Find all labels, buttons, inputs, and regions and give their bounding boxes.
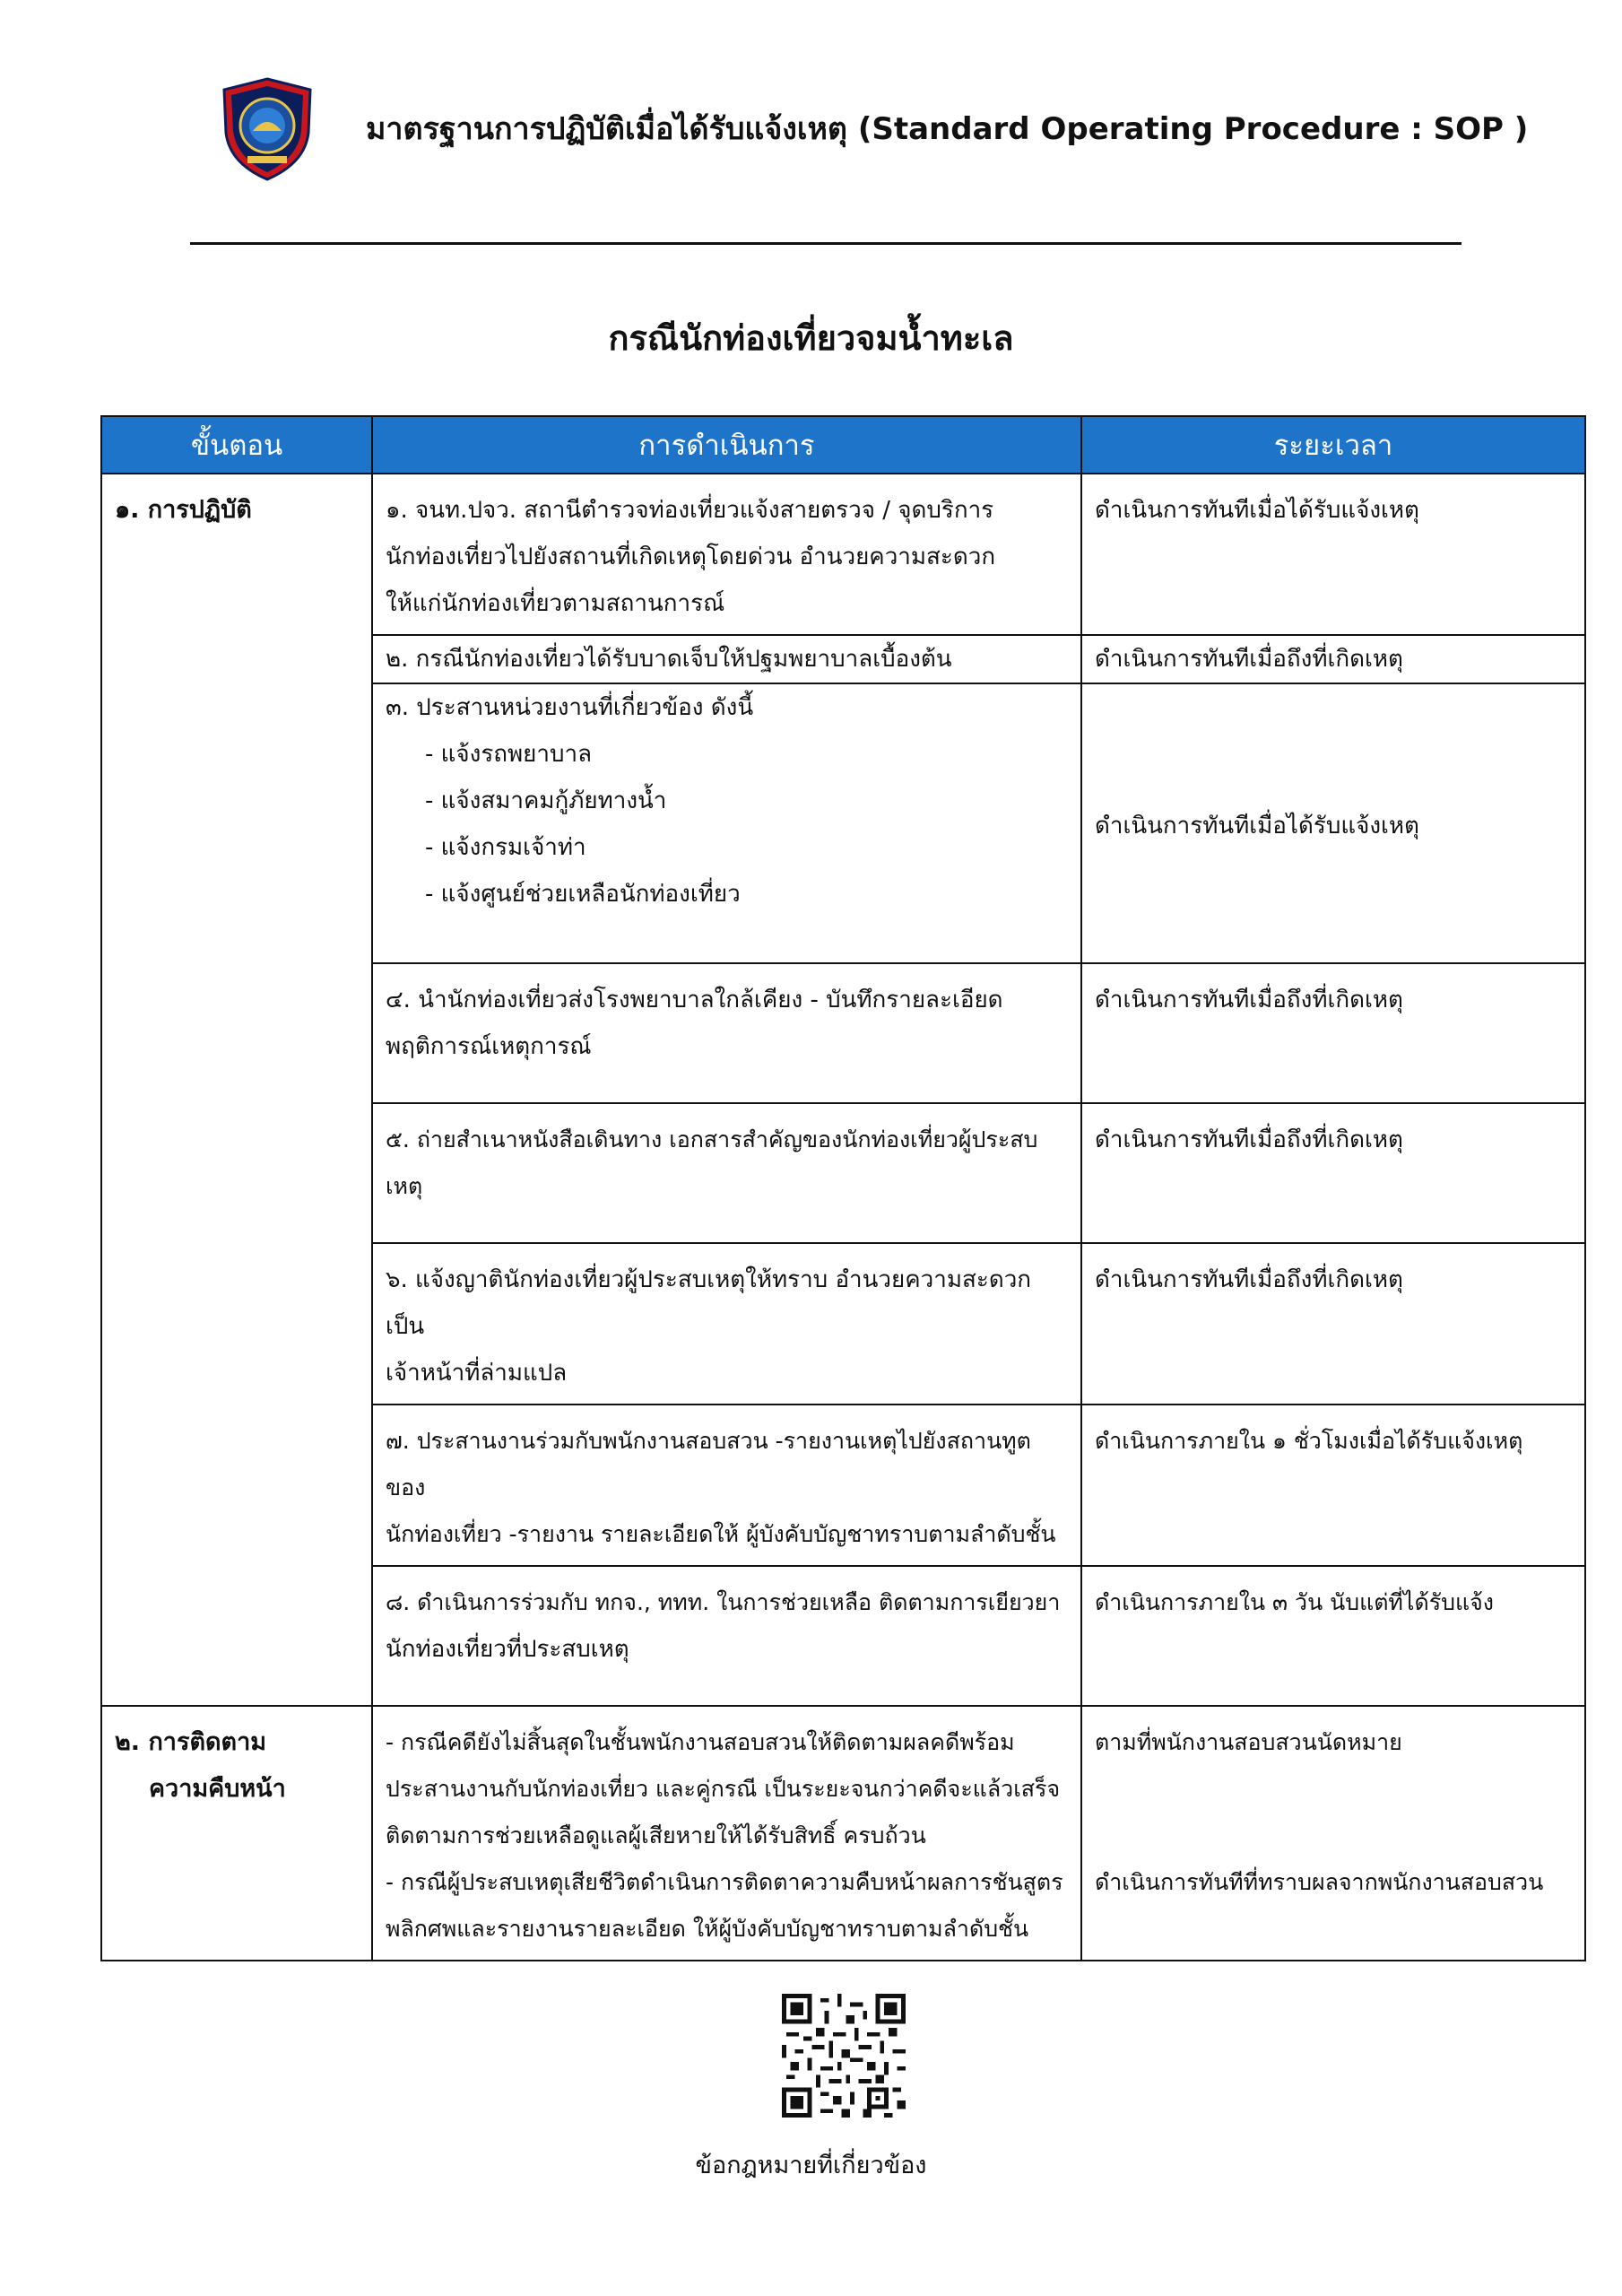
column-header-duration: ระยะเวลา	[1081, 416, 1585, 474]
step-cell	[101, 474, 372, 1706]
step-label: ๒. การติดตาม	[115, 1728, 267, 1756]
action-text: ๘. ดำเนินการร่วมกับ ทกจ., ททท. ในการช่วยเหลือ ติดตามการเยียวยา	[386, 1589, 1061, 1615]
action-cell	[372, 635, 1081, 683]
column-header-action: การดำเนินการ	[372, 416, 1081, 474]
action-text: พลิกศพและรายงานรายละเอียด ให้ผู้บังคับบัญชาทราบตามลำดับชั้น	[386, 1916, 1029, 1942]
sub-item: - แจ้งกรมเจ้าท่า	[425, 834, 586, 861]
table-row	[101, 1706, 1585, 1961]
action-cell	[372, 1103, 1081, 1243]
action-text: ๗. ประสานงานร่วมกับพนักงานสอบสวน -รายงานเหตุไปยังสถานทูตของ	[386, 1428, 1031, 1500]
action-text: นักท่องเที่ยวที่ประสบเหตุ	[386, 1636, 629, 1663]
table-row	[101, 474, 1585, 635]
page-title: กรณีนักท่องเที่ยวจมน้ำทะเล	[608, 318, 1014, 358]
action-cell	[372, 1706, 1081, 1961]
qr-code-icon	[782, 1994, 906, 2118]
action-cell	[372, 1243, 1081, 1405]
sub-item: - แจ้งสมาคมกู้ภัยทางน้ำ	[425, 787, 667, 814]
action-text: ๔. นำนักท่องเที่ยวส่งโรงพยาบาลใกล้เคียง - บันทึกรายละเอียด	[386, 987, 1003, 1013]
action-text: ๓. ประสานหน่วยงานที่เกี่ยวข้อง ดังนี้	[386, 694, 754, 721]
action-text: ๖. แจ้งญาตินักท่องเที่ยวผู้ประสบเหตุให้ทราบ อำนวยความสะดวกเป็น	[386, 1266, 1032, 1340]
table-header-row	[101, 416, 1585, 474]
sub-item: - แจ้งรถพยาบาล	[425, 741, 593, 768]
duration-cell: ดำเนินการทันทีเมื่อถึงที่เกิดเหตุ	[1081, 1103, 1585, 1243]
action-text: ติดตามการช่วยเหลือดูแลผู้เสียหายให้ได้รับสิทธิ์ ครบถ้วน	[386, 1822, 926, 1848]
action-cell	[372, 963, 1081, 1103]
action-cell	[372, 683, 1081, 963]
duration-text: ตามที่พนักงานสอบสวนนัดหมาย	[1095, 1729, 1402, 1755]
qr-caption: ข้อกฎหมายที่เกี่ยวข้อง	[695, 2152, 927, 2179]
action-cell	[372, 1566, 1081, 1706]
duration-cell: ดำเนินการทันทีเมื่อถึงที่เกิดเหตุ	[1081, 963, 1585, 1103]
action-text: พฤติการณ์เหตุการณ์	[386, 1033, 592, 1060]
action-text: นักท่องเที่ยว -รายงาน รายละเอียดให้ ผู้บังคับบัญชาทราบตามลำดับชั้น	[386, 1521, 1056, 1547]
action-cell	[372, 1405, 1081, 1566]
sub-item: - แจ้งศูนย์ช่วยเหลือนักท่องเที่ยว	[425, 881, 741, 908]
police-shield-logo-icon	[221, 77, 314, 181]
sop-table	[100, 415, 1586, 1961]
action-text: - กรณีคดียังไม่สิ้นสุดในชั้นพนักงานสอบสวนให้ติดตามผลคดีพร้อม	[386, 1729, 1015, 1755]
step-cell	[101, 1706, 372, 1961]
duration-cell: ดำเนินการทันทีเมื่อถึงที่เกิดเหตุ	[1081, 635, 1585, 683]
action-text: ๑. จนท.ปจว. สถานีตำรวจท่องเที่ยวแจ้งสายตรวจ / จุดบริการ	[386, 497, 994, 524]
action-text: เจ้าหน้าที่ล่ามแปล	[386, 1360, 568, 1387]
action-cell	[372, 474, 1081, 635]
action-text: นักท่องเที่ยวไปยังสถานที่เกิดเหตุโดยด่วน อำนวยความสะดวก	[386, 544, 996, 570]
document-header-title: มาตรฐานการปฏิบัติเมื่อได้รับแจ้งเหตุ (Standard Operating Procedure : SOP )	[366, 111, 1529, 147]
step-label: ๑. การปฏิบัติ	[115, 496, 252, 524]
header-divider	[190, 242, 1462, 245]
duration-cell: ดำเนินการทันทีเมื่อถึงที่เกิดเหตุ	[1081, 1243, 1585, 1405]
duration-cell: ดำเนินการทันทีเมื่อได้รับแจ้งเหตุ	[1081, 683, 1585, 963]
action-text: ๕. ถ่ายสำเนาหนังสือเดินทาง เอกสารสำคัญของนักท่องเที่ยวผู้ประสบเหตุ	[386, 1126, 1038, 1199]
step-label: ความคืบหน้า	[149, 1775, 286, 1803]
action-text: - กรณีผู้ประสบเหตุเสียชีวิตดำเนินการติดตาความคืบหน้าผลการชันสูตร	[386, 1869, 1063, 1895]
action-text: ประสานงานกับนักท่องเที่ยว และคู่กรณี เป็นระยะจนกว่าคดีจะแล้วเสร็จ	[386, 1776, 1061, 1802]
duration-cell: ดำเนินการทันทีเมื่อได้รับแจ้งเหตุ	[1081, 474, 1585, 635]
duration-cell: ดำเนินการภายใน ๑ ชั่วโมงเมื่อได้รับแจ้งเหตุ	[1081, 1405, 1585, 1566]
action-text: ๒. กรณีนักท่องเที่ยวได้รับบาดเจ็บให้ปฐมพยาบาลเบื้องต้น	[386, 646, 952, 673]
duration-cell: ดำเนินการภายใน ๓ วัน นับแต่ที่ได้รับแจ้ง	[1081, 1566, 1585, 1706]
column-header-step: ขั้นตอน	[101, 416, 372, 474]
action-text: ให้แก่นักท่องเที่ยวตามสถานการณ์	[386, 590, 725, 617]
duration-text: ดำเนินการทันทีที่ทราบผลจากพนักงานสอบสวน	[1095, 1869, 1544, 1895]
duration-cell	[1081, 1706, 1585, 1961]
